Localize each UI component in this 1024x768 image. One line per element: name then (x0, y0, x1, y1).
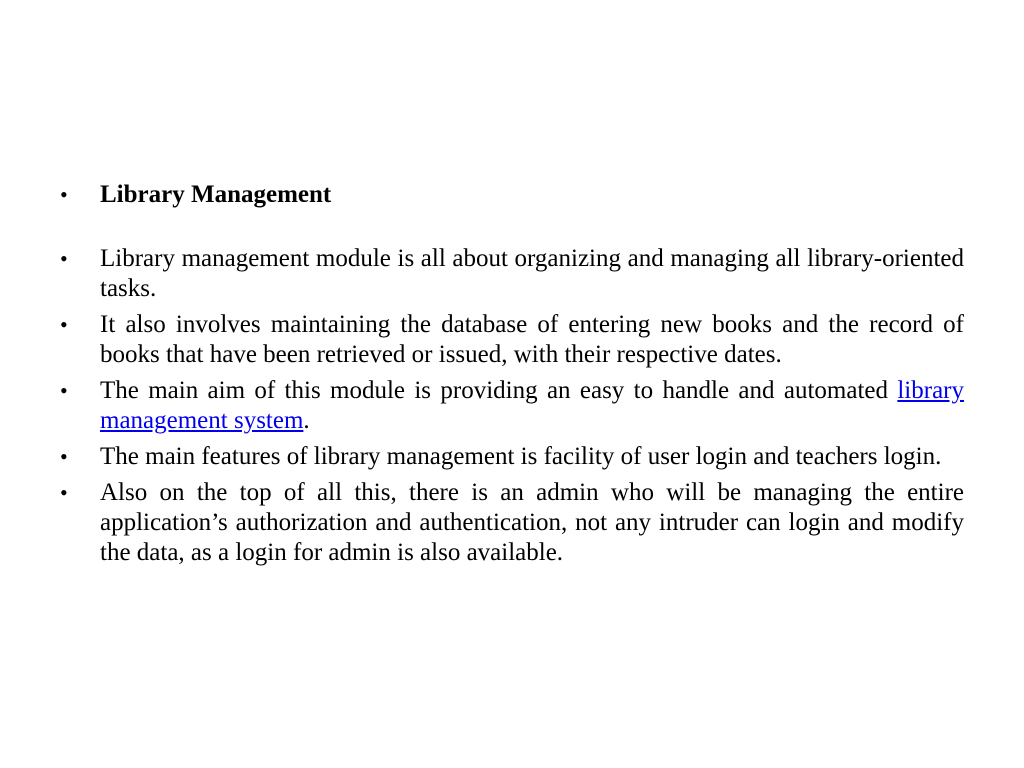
bullet-icon: • (60, 246, 68, 271)
slide-heading: Library Management (100, 181, 332, 208)
library-management-system-link[interactable]: library management system (100, 377, 964, 434)
list-item-text-after-link: . (303, 407, 310, 434)
list-item-text: It also involves maintaining the database of entering new books and the record of books that have been retrieved or issued, with their respective dates. (100, 311, 964, 368)
heading-item (60, 180, 964, 210)
list-item-text: The main features of library management is facility of user login and teachers login. (100, 443, 942, 470)
list-item (60, 376, 964, 436)
list-item-text: Library management module is all about organizing and managing all library-oriented tasks. (100, 245, 964, 302)
bullet-icon: • (60, 182, 68, 207)
list-item (60, 244, 964, 304)
list-item (60, 310, 964, 370)
list-item-text-before-link: The main aim of this module is providing an easy to handle and automated (100, 377, 898, 404)
bullet-icon: • (60, 378, 68, 403)
list-item (60, 442, 964, 472)
bullet-icon: • (60, 444, 68, 469)
bullet-icon: • (60, 312, 68, 337)
bullet-list (60, 180, 964, 568)
bullet-icon: • (60, 480, 68, 505)
list-item (60, 478, 964, 568)
list-item-text: Also on the top of all this, there is an admin who will be managing the entire application’s authorization and authentication, not any intruder can login and modify the data, as a login for admin is also available. (100, 479, 964, 566)
